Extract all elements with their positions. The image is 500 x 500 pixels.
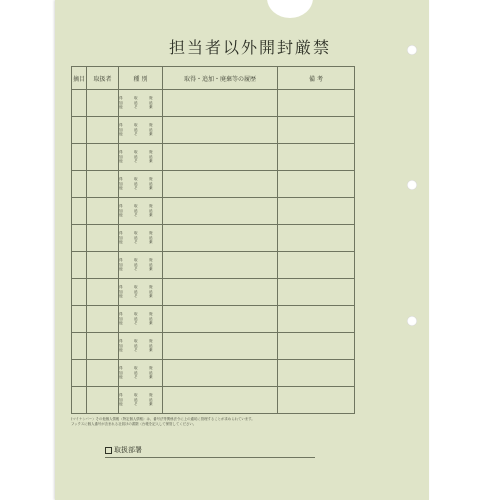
item-cell[interactable] bbox=[72, 333, 87, 360]
handler-cell[interactable] bbox=[87, 387, 119, 414]
kind-option-column: 取 追 そ bbox=[134, 204, 138, 218]
handler-cell[interactable] bbox=[87, 360, 119, 387]
handler-cell[interactable] bbox=[87, 198, 119, 225]
remarks-cell[interactable] bbox=[278, 360, 355, 387]
table-row bbox=[72, 306, 355, 333]
remarks-cell[interactable] bbox=[278, 306, 355, 333]
kind-options bbox=[119, 339, 162, 352]
kind-option-column: 得 加 他 bbox=[119, 96, 123, 110]
kind-cell bbox=[119, 360, 163, 387]
item-cell[interactable] bbox=[72, 306, 87, 333]
kind-option-column: 取 追 そ bbox=[134, 393, 138, 407]
table-row bbox=[72, 198, 355, 225]
kind-option-column: 取 追 そ bbox=[134, 285, 138, 299]
kind-options bbox=[119, 150, 162, 163]
kind-options bbox=[119, 123, 162, 136]
remarks-cell[interactable] bbox=[278, 117, 355, 144]
table-row bbox=[72, 333, 355, 360]
remarks-cell[interactable] bbox=[278, 252, 355, 279]
history-cell[interactable] bbox=[163, 306, 278, 333]
remarks-cell[interactable] bbox=[278, 171, 355, 198]
item-cell[interactable] bbox=[72, 90, 87, 117]
handler-cell[interactable] bbox=[87, 225, 119, 252]
kind-options bbox=[119, 204, 162, 217]
header-item: 摘目 bbox=[72, 67, 87, 90]
kind-option-column: 廃 追 棄 bbox=[149, 312, 153, 326]
department-checkbox[interactable] bbox=[105, 447, 112, 454]
kind-option-column: 廃 追 棄 bbox=[149, 393, 153, 407]
table-row bbox=[72, 117, 355, 144]
kind-option-column: 取 追 そ bbox=[134, 231, 138, 245]
table-row bbox=[72, 171, 355, 198]
history-cell[interactable] bbox=[163, 333, 278, 360]
item-cell[interactable] bbox=[72, 252, 87, 279]
footnote bbox=[71, 417, 361, 427]
kind-option-column: 得 加 他 bbox=[119, 366, 123, 380]
kind-option-column: 廃 追 棄 bbox=[149, 150, 153, 164]
handler-cell[interactable] bbox=[87, 279, 119, 306]
handler-cell[interactable] bbox=[87, 90, 119, 117]
kind-option-column: 得 加 他 bbox=[119, 312, 123, 326]
kind-option-column: 廃 追 棄 bbox=[149, 96, 153, 110]
handler-cell[interactable] bbox=[87, 333, 119, 360]
kind-option-column: 得 加 他 bbox=[119, 231, 123, 245]
history-cell[interactable] bbox=[163, 90, 278, 117]
remarks-cell[interactable] bbox=[278, 387, 355, 414]
remarks-cell[interactable] bbox=[278, 333, 355, 360]
kind-option-column: 廃 追 棄 bbox=[149, 123, 153, 137]
table-row bbox=[72, 279, 355, 306]
kind-options bbox=[119, 231, 162, 244]
kind-cell bbox=[119, 225, 163, 252]
remarks-cell[interactable] bbox=[278, 144, 355, 171]
kind-cell bbox=[119, 117, 163, 144]
footnote-line: (マイナンバー）その他個人情報（特定個人情報）は、番号法等関係法令に上の適切に管理することが求められています。 bbox=[71, 417, 255, 421]
handler-cell[interactable] bbox=[87, 171, 119, 198]
thumb-notch bbox=[267, 0, 313, 18]
header-kind: 種 別 bbox=[119, 67, 163, 90]
kind-options bbox=[119, 177, 162, 190]
remarks-cell[interactable] bbox=[278, 225, 355, 252]
handler-cell[interactable] bbox=[87, 117, 119, 144]
handler-cell[interactable] bbox=[87, 306, 119, 333]
table-row bbox=[72, 90, 355, 117]
kind-option-column: 得 加 他 bbox=[119, 177, 123, 191]
item-cell[interactable] bbox=[72, 117, 87, 144]
item-cell[interactable] bbox=[72, 171, 87, 198]
remarks-cell[interactable] bbox=[278, 90, 355, 117]
history-cell[interactable] bbox=[163, 171, 278, 198]
footnote-line: フックスに個人番号が含まれる社員ほの書類（台帳を記入して保管してください。 bbox=[71, 422, 197, 426]
history-ledger-table bbox=[71, 66, 355, 414]
history-cell[interactable] bbox=[163, 360, 278, 387]
table-row bbox=[72, 144, 355, 171]
kind-cell bbox=[119, 252, 163, 279]
kind-option-column: 廃 追 棄 bbox=[149, 231, 153, 245]
kind-option-column: 得 加 他 bbox=[119, 285, 123, 299]
item-cell[interactable] bbox=[72, 279, 87, 306]
kind-option-column: 得 加 他 bbox=[119, 123, 123, 137]
document-title: 担当者以外開封厳禁 bbox=[168, 38, 331, 57]
item-cell[interactable] bbox=[72, 387, 87, 414]
item-cell[interactable] bbox=[72, 198, 87, 225]
kind-options bbox=[119, 393, 162, 406]
kind-option-column: 取 追 そ bbox=[134, 123, 138, 137]
item-cell[interactable] bbox=[72, 360, 87, 387]
history-cell[interactable] bbox=[163, 144, 278, 171]
kind-option-column: 廃 追 棄 bbox=[149, 339, 153, 353]
kind-cell bbox=[119, 144, 163, 171]
kind-options bbox=[119, 312, 162, 325]
kind-option-column: 得 加 他 bbox=[119, 150, 123, 164]
header-handler: 取扱者 bbox=[87, 67, 119, 90]
kind-cell bbox=[119, 279, 163, 306]
kind-option-column: 得 加 他 bbox=[119, 393, 123, 407]
handler-cell[interactable] bbox=[87, 144, 119, 171]
history-cell[interactable] bbox=[163, 198, 278, 225]
kind-option-column: 廃 追 棄 bbox=[149, 258, 153, 272]
item-cell[interactable] bbox=[72, 144, 87, 171]
history-cell[interactable] bbox=[163, 225, 278, 252]
item-cell[interactable] bbox=[72, 225, 87, 252]
kind-cell bbox=[119, 306, 163, 333]
kind-option-column: 廃 追 棄 bbox=[149, 177, 153, 191]
history-cell[interactable] bbox=[163, 117, 278, 144]
header-history: 取得・追加・廃棄等の履歴 bbox=[163, 67, 278, 90]
history-cell[interactable] bbox=[163, 252, 278, 279]
kind-option-column: 得 加 他 bbox=[119, 339, 123, 353]
kind-option-column: 取 追 そ bbox=[134, 150, 138, 164]
kind-option-column: 取 追 そ bbox=[134, 339, 138, 353]
kind-options bbox=[119, 96, 162, 109]
department-label: 取扱部署 bbox=[114, 446, 142, 454]
punch-hole bbox=[407, 316, 417, 326]
kind-option-column: 取 追 そ bbox=[134, 258, 138, 272]
handler-cell[interactable] bbox=[87, 252, 119, 279]
document-sheet bbox=[55, 0, 429, 500]
history-cell[interactable] bbox=[163, 387, 278, 414]
kind-cell bbox=[119, 90, 163, 117]
table-row bbox=[72, 252, 355, 279]
department-field[interactable] bbox=[105, 445, 315, 458]
remarks-cell[interactable] bbox=[278, 198, 355, 225]
kind-option-column: 取 追 そ bbox=[134, 366, 138, 380]
kind-options bbox=[119, 366, 162, 379]
table-row bbox=[72, 225, 355, 252]
kind-options bbox=[119, 258, 162, 271]
punch-hole bbox=[407, 180, 417, 190]
kind-option-column: 廃 追 棄 bbox=[149, 285, 153, 299]
kind-option-column: 取 追 そ bbox=[134, 96, 138, 110]
kind-cell bbox=[119, 387, 163, 414]
kind-option-column: 取 追 そ bbox=[134, 312, 138, 326]
kind-option-column: 廃 追 棄 bbox=[149, 204, 153, 218]
kind-option-column: 廃 追 棄 bbox=[149, 366, 153, 380]
kind-options bbox=[119, 285, 162, 298]
table-header-row bbox=[72, 67, 355, 90]
table-row bbox=[72, 360, 355, 387]
history-cell[interactable] bbox=[163, 279, 278, 306]
kind-option-column: 得 加 他 bbox=[119, 204, 123, 218]
kind-cell bbox=[119, 198, 163, 225]
kind-cell bbox=[119, 333, 163, 360]
table-row bbox=[72, 387, 355, 414]
kind-option-column: 取 追 そ bbox=[134, 177, 138, 191]
header-remarks: 備 考 bbox=[278, 67, 355, 90]
kind-option-column: 得 加 他 bbox=[119, 258, 123, 272]
remarks-cell[interactable] bbox=[278, 279, 355, 306]
punch-hole bbox=[407, 45, 417, 55]
kind-cell bbox=[119, 171, 163, 198]
